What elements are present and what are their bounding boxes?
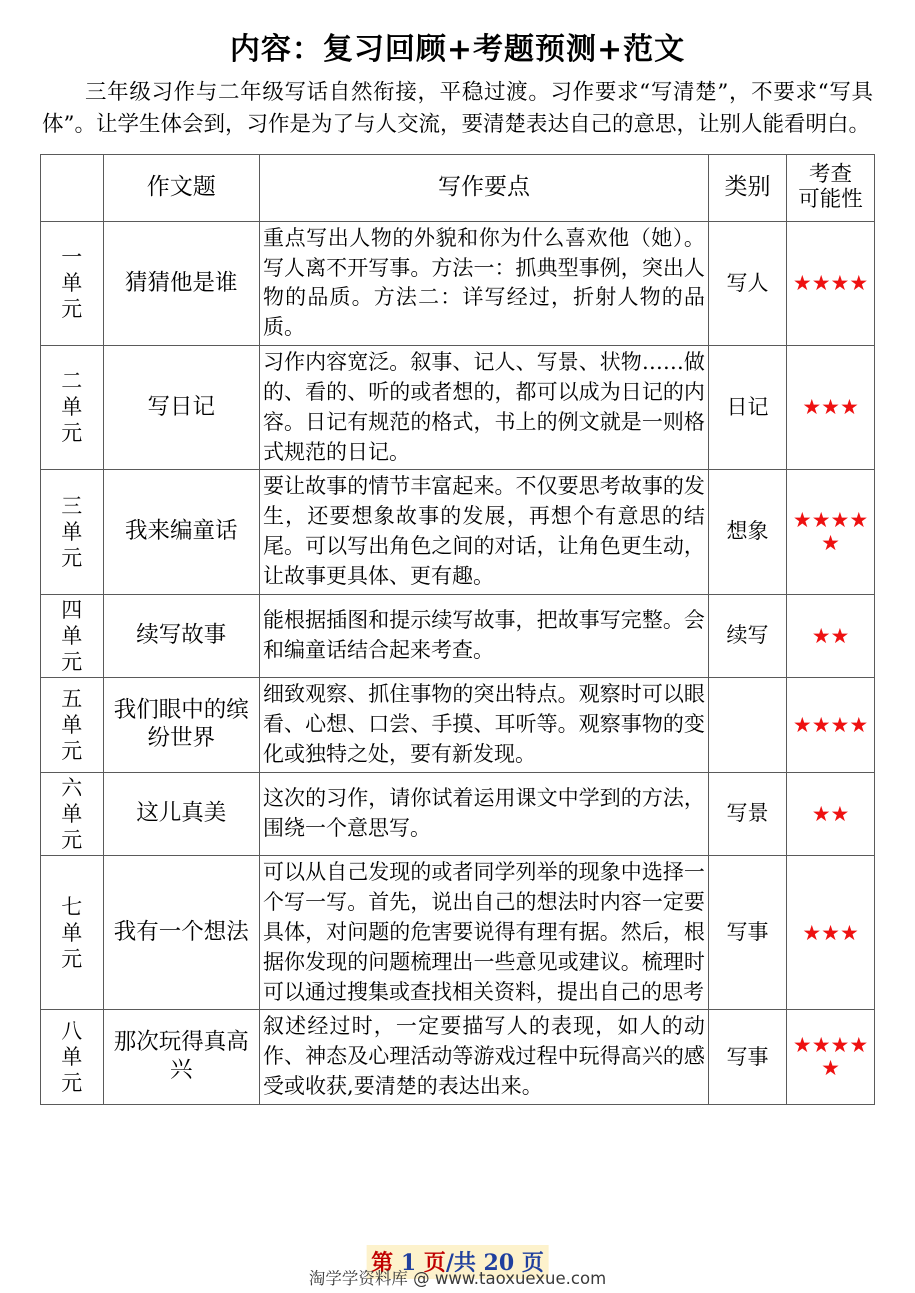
star-rating: ★★★ [802,395,859,420]
cell-topic: 续写故事 [103,594,259,678]
cell-points: 重点写出人物的外貌和你为什么喜欢他（她）。写人离不开写事。方法一：抓典型事例，突出人物的品质。方法二：详写经过，折射人物的品质。 [260,221,709,345]
cell-unit [41,470,104,594]
cell-unit [41,678,104,772]
table-row [41,772,875,856]
cell-unit [41,346,104,470]
cell-topic: 我来编童话 [103,470,259,594]
cell-category: 日记 [708,346,786,470]
header-category: 类别 [708,154,786,221]
cell-topic: 我们眼中的缤纷世界 [103,678,259,772]
header-likelihood [787,154,875,221]
cell-topic: 那次玩得真高兴 [103,1010,259,1104]
cell-points: 叙述经过时，一定要描写人的表现，如人的动作、神态及心理活动等游戏过程中玩得高兴的感受或收获,要清楚的表达出来。 [260,1010,709,1104]
unit-label: 八单元 [61,1018,83,1095]
total-pages: 20 [483,1250,515,1276]
table-container [40,154,873,1105]
cell-likelihood [787,346,875,470]
header-points: 写作要点 [260,154,709,221]
unit-label: 六单元 [61,775,83,852]
cell-points: 能根据插图和提示续写故事，把故事写完整。会和编童话结合起来考查。 [260,594,709,678]
header-likelihood-line1: 考查 [809,161,853,187]
star-rating: ★★ [811,623,850,648]
cell-category: 想象 [708,470,786,594]
table-header-row [41,154,875,221]
cell-unit [41,856,104,1010]
star-rating: ★★ [811,801,850,826]
cell-points: 要让故事的情节丰富起来。不仅要思考故事的发生，还要想象故事的发展，再想个有意思的结尾。可以写出角色之间的对话，让角色更生动，让故事更具体、更有趣。 [260,470,709,594]
header-unit [41,154,104,221]
total-suffix: 页 [521,1250,544,1276]
page-suffix: 页 [423,1250,446,1276]
unit-label: 二单元 [61,369,83,446]
page-title: 内容：复习回顾+考题预测+范文 [229,32,686,67]
cell-category: 写景 [708,772,786,856]
cell-category: 写事 [708,1010,786,1104]
unit-label: 七单元 [61,894,83,971]
cell-points: 这次的习作，请你试着运用课文中学到的方法，围绕一个意思写。 [260,772,709,856]
cell-likelihood [787,221,875,345]
cell-likelihood [787,678,875,772]
cell-unit [41,772,104,856]
cell-topic: 写日记 [103,346,259,470]
cell-likelihood [787,772,875,856]
table-row [41,221,875,345]
table-row [41,856,875,1010]
star-rating: ★★★★ [792,271,869,296]
cell-unit [41,221,104,345]
cell-points: 细致观察、抓住事物的突出特点。观察时可以眼看、心想、口尝、手摸、耳听等。观察事物的变化或独特之处，要有新发现。 [260,678,709,772]
cell-likelihood [787,470,875,594]
unit-label: 一单元 [61,245,83,322]
star-rating: ★★★ [802,920,859,945]
cell-likelihood [787,1010,875,1104]
header-likelihood-line2: 可能性 [798,186,863,212]
cell-category: 写人 [708,221,786,345]
cell-likelihood [787,594,875,678]
table-row [41,1010,875,1104]
cell-category: 续写 [708,594,786,678]
page-footer [0,1243,915,1293]
star-rating: ★★★★★ [792,1033,869,1081]
cell-unit [41,1010,104,1104]
total-prefix: 共 [453,1250,476,1276]
cell-likelihood [787,856,875,1010]
cell-points: 可以从自己发现的或者同学列举的现象中选择一个写一写。首先，说出自己的想法时内容一定要具体，对问题的危害要说得有理有据。然后，根据你发现的问题梳理出一些意见或建议。梳理时可以通过搜集或查找相关资料，提出自己的思考 [260,856,709,1010]
unit-label: 五单元 [61,686,83,763]
cell-category: 写事 [708,856,786,1010]
cell-topic: 这儿真美 [103,772,259,856]
cell-points: 习作内容宽泛。叙事、记人、写景、状物……做的、看的、听的或者想的，都可以成为日记的内容。日记有规范的格式，书上的例文就是一则格式规范的日记。 [260,346,709,470]
watermark-text: 淘学学资料库 @ www.taoxuexue.com [308,1269,607,1288]
page-prefix: 第 [371,1250,394,1276]
star-rating: ★★★★★ [792,508,869,555]
star-rating: ★★★★ [792,712,869,737]
table-row [41,346,875,470]
cell-topic: 我有一个想法 [103,856,259,1010]
page-separator: / [445,1250,454,1276]
table-row [41,594,875,678]
unit-label: 四单元 [61,597,83,674]
composition-table [40,154,875,1105]
header-topic: 作文题 [103,154,259,221]
table-row [41,470,875,594]
current-page: 1 [400,1250,417,1276]
cell-topic: 猜猜他是谁 [103,221,259,345]
intro-paragraph: 三年级习作与二年级写话自然衔接，平稳过渡。习作要求“写清楚”，不要求“写具体”。让学生体会到，习作是为了与人交流，要清楚表达自己的意思，让别人能看明白。 [42,79,873,138]
cell-category [708,678,786,772]
unit-label: 三单元 [61,493,83,570]
table-row [41,678,875,772]
table-body [41,154,875,1104]
cell-unit [41,594,104,678]
